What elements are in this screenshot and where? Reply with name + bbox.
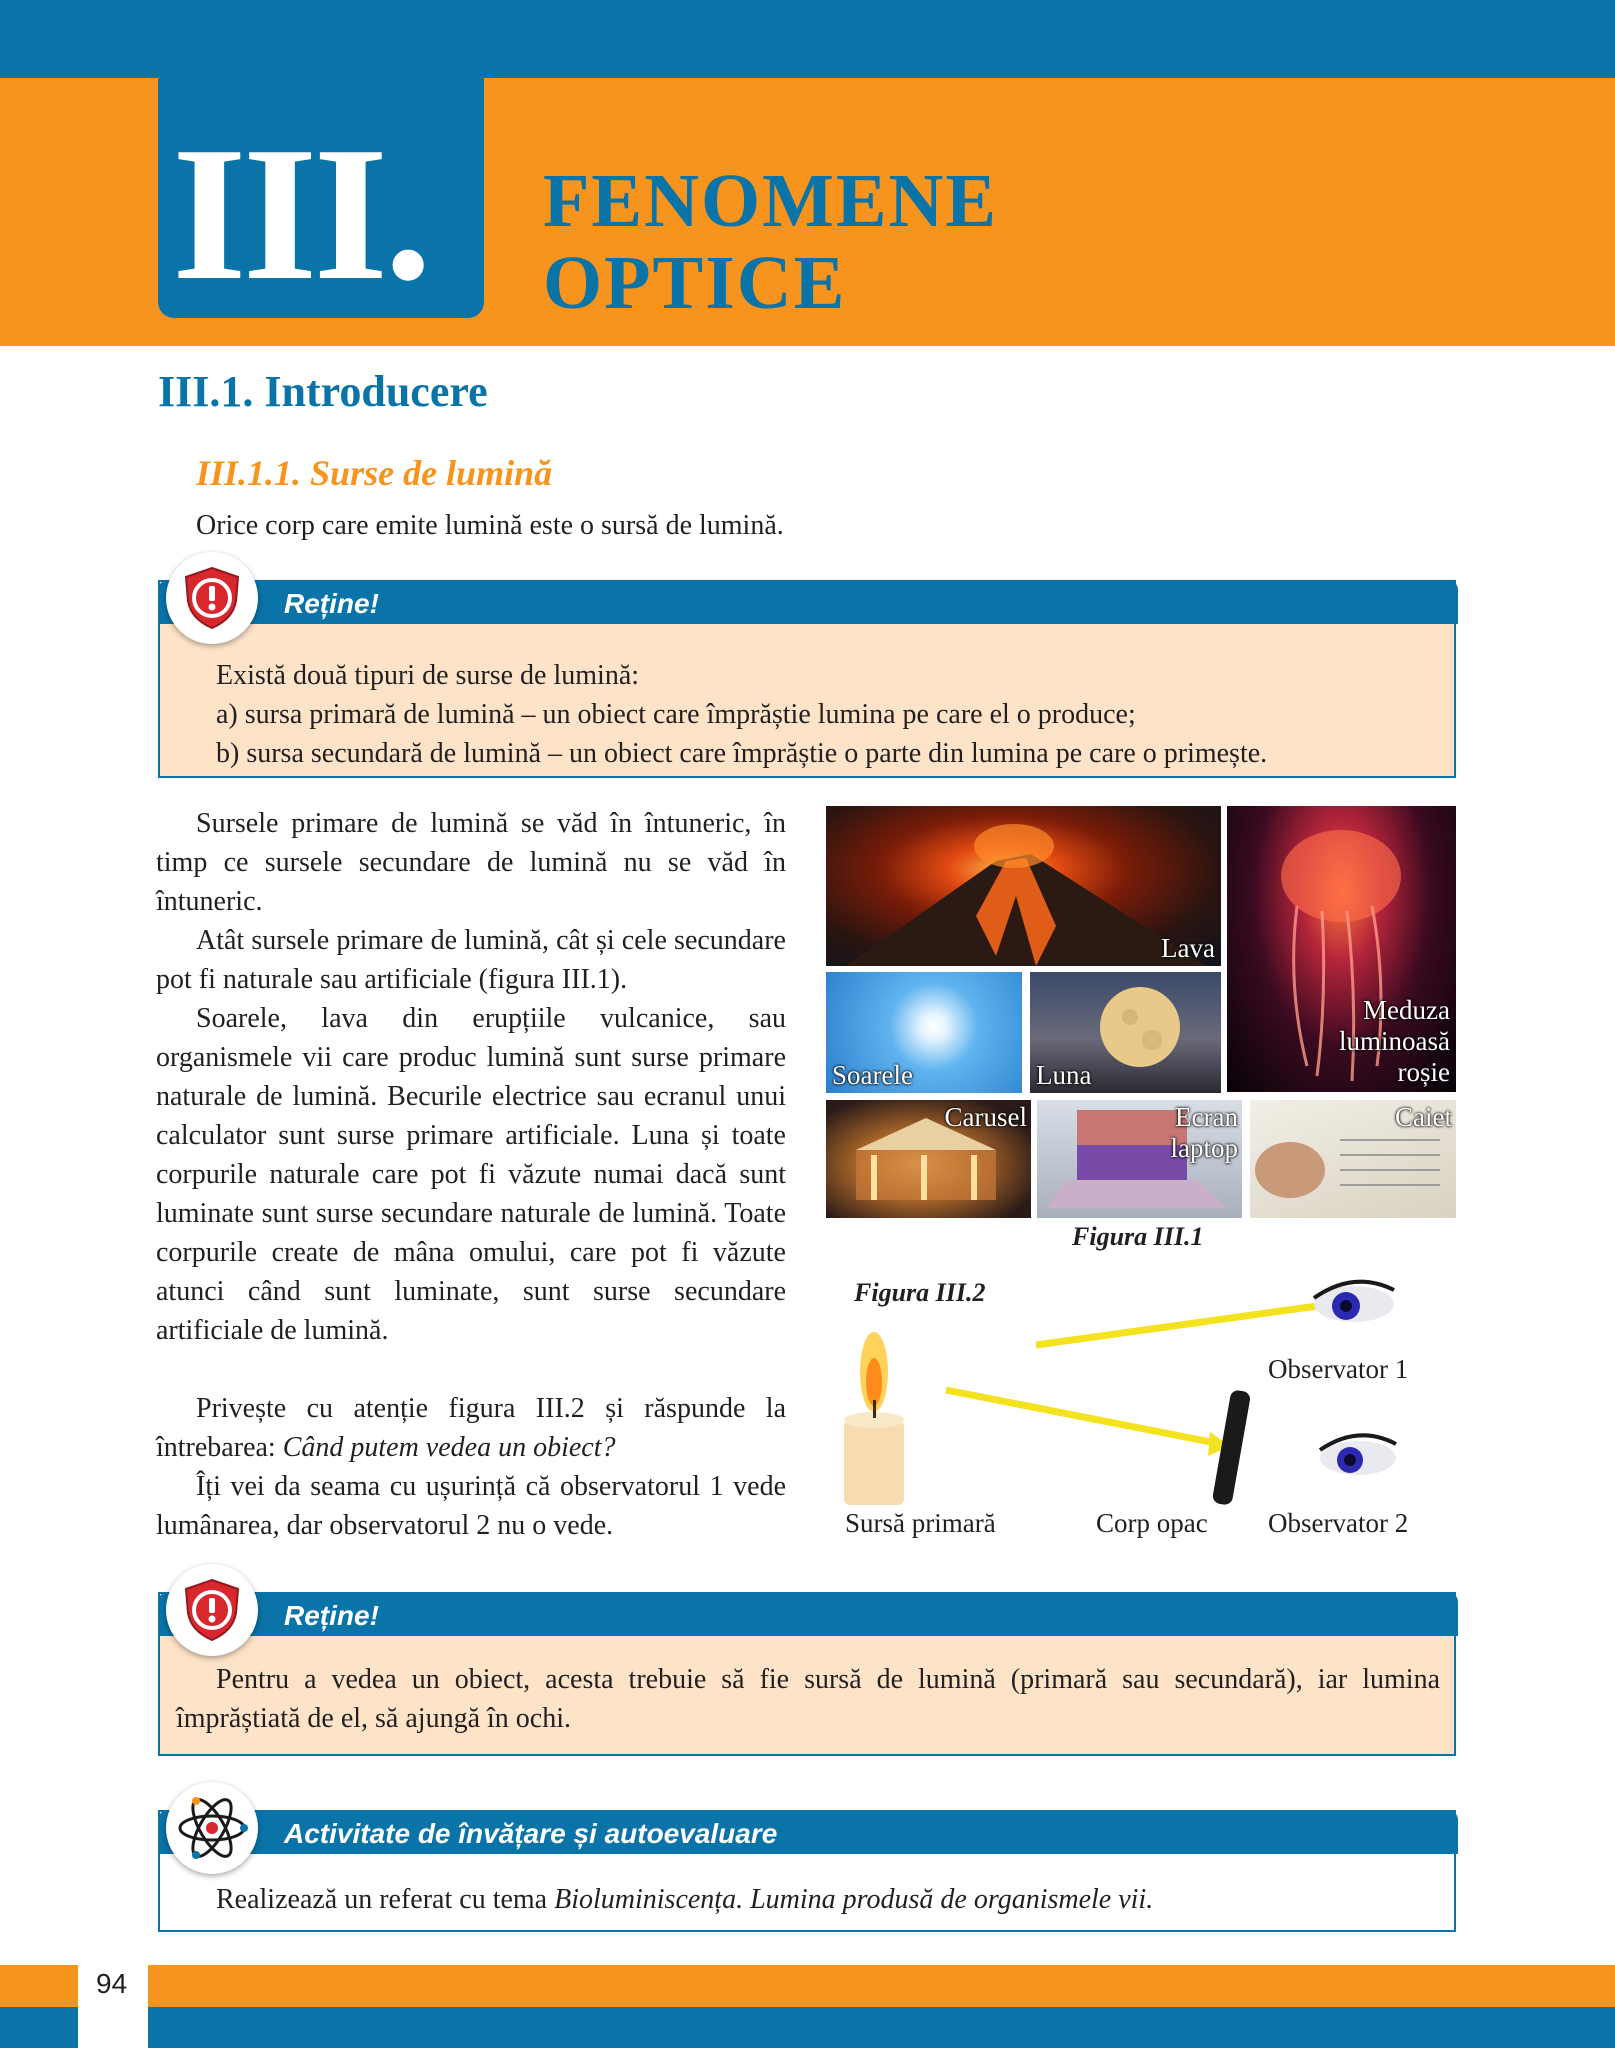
label-observer-2: Observator 2 [1268, 1508, 1409, 1538]
chapter-title-line2: OPTICE [543, 241, 847, 325]
section-title: III.1. Introducere [158, 367, 488, 416]
label-meduza: Meduza luminoasă roșie [1339, 995, 1450, 1087]
body-paragraph-3: Soarele, lava din erupțiile vulcanice, sau organismele vii care produc lumină sunt surse primare naturale de lumină. Becurile electrice sau ecranul unui calculator sunt surse primare artificiale. Luna și toate corpurile naturale care pot fi văzute numai dacă sunt luminate sunt surse secundare naturale de lumină. Toate corpurile create de mâna omului, care pot fi văzute atunci când sunt luminate, sunt surse secundare artificiale de lumină. [156, 1003, 786, 1346]
activity-box-label: Activitate de învățare și autoevaluare [284, 1818, 778, 1849]
figure-1-caption: Figura III.1 [1072, 1222, 1204, 1251]
shield-alert-icon [166, 552, 258, 644]
label-observer-1: Observator 1 [1268, 1354, 1409, 1384]
photo-soarele [826, 972, 1022, 1093]
retine-1-line2: a) sursa primară de lumină – un obiect care împrăștie lumina pe care el o produce; [216, 699, 1136, 730]
label-caiet: Caiet [1395, 1102, 1452, 1132]
photo-caiet [1250, 1100, 1456, 1218]
retine-box-2-text: Pentru a vedea un obiect, acesta trebuie să fie sursă de lumină (primară sau secundară), iar lumina împrăștiată de el, să ajungă în ochi. [176, 1664, 1440, 1734]
activity-box-text: Realizează un referat cu tema Bioluminiscența. Lumina produsă de organismele vii. [216, 1884, 1154, 1915]
retine-1-line1: Există două tipuri de surse de lumină: [216, 660, 640, 691]
retine-box-2 [158, 1592, 1456, 1756]
photo-luna [1030, 972, 1221, 1093]
label-soarele: Soarele [832, 1060, 913, 1090]
label-luna: Luna [1036, 1060, 1092, 1090]
activity-box [158, 1810, 1456, 1932]
page-number: 94 [96, 1968, 128, 1999]
label-primary-source: Sursă primară [845, 1508, 996, 1538]
figure-2-diagram [826, 1260, 1456, 1510]
body-paragraph-1: Sursele primare de lumină se văd în întuneric, în timp ce sursele secundare de lumină nu se văd în întuneric. [156, 808, 786, 917]
label-opaque-body: Corp opac [1096, 1508, 1208, 1538]
body-paragraph-5: Îți vei da seama cu ușurință că observatorul 1 vede lumânarea, dar observatorul 2 nu o vede. [156, 1471, 786, 1541]
chapter-title-line1: FENOMENE [543, 159, 999, 243]
atom-icon [166, 1782, 258, 1874]
footer-blue-band [0, 2007, 1615, 2048]
body-question: Când putem vedea un obiect? [282, 1432, 616, 1463]
label-carusel: Carusel [944, 1102, 1027, 1132]
photo-meduza [1227, 806, 1456, 1092]
figure-2-caption: Figura III.2 [854, 1278, 986, 1307]
intro-paragraph: Orice corp care emite lumină este o sursă de lumină. [196, 510, 784, 541]
chapter-title [543, 160, 998, 324]
activity-topic: Bioluminiscența. Lumina produsă de organismele vii. [554, 1884, 1154, 1915]
label-ecran-laptop: Ecran laptop [1170, 1102, 1238, 1163]
retine-box-1 [158, 580, 1456, 778]
body-paragraph-2: Atât sursele primare de lumină, cât și cele secundare pot fi naturale sau artificiale (figura III.1). [156, 925, 786, 995]
subsection-title: III.1.1. Surse de lumină [196, 453, 553, 493]
photo-ecran-laptop [1037, 1100, 1242, 1218]
photo-lava [826, 806, 1221, 966]
retine-box-2-label: Reține! [284, 1600, 379, 1631]
body-text [156, 804, 786, 1545]
chapter-number: III. [172, 107, 429, 320]
body-paragraph-4: Privește cu atenție figura III.2 și răspunde la întrebarea: Când putem vedea un obiect? [156, 1393, 786, 1463]
shield-alert-icon [166, 1564, 258, 1656]
photo-carusel [826, 1100, 1031, 1218]
footer-orange-band [0, 1965, 1615, 2007]
label-lava: Lava [1161, 933, 1215, 963]
retine-1-line3: b) sursa secundară de lumină – un obiect care împrăștie o parte din lumina pe care o primește. [216, 738, 1268, 769]
header-top-band [0, 0, 1615, 78]
retine-box-1-text [216, 656, 1267, 773]
retine-box-1-label: Reține! [284, 588, 379, 619]
